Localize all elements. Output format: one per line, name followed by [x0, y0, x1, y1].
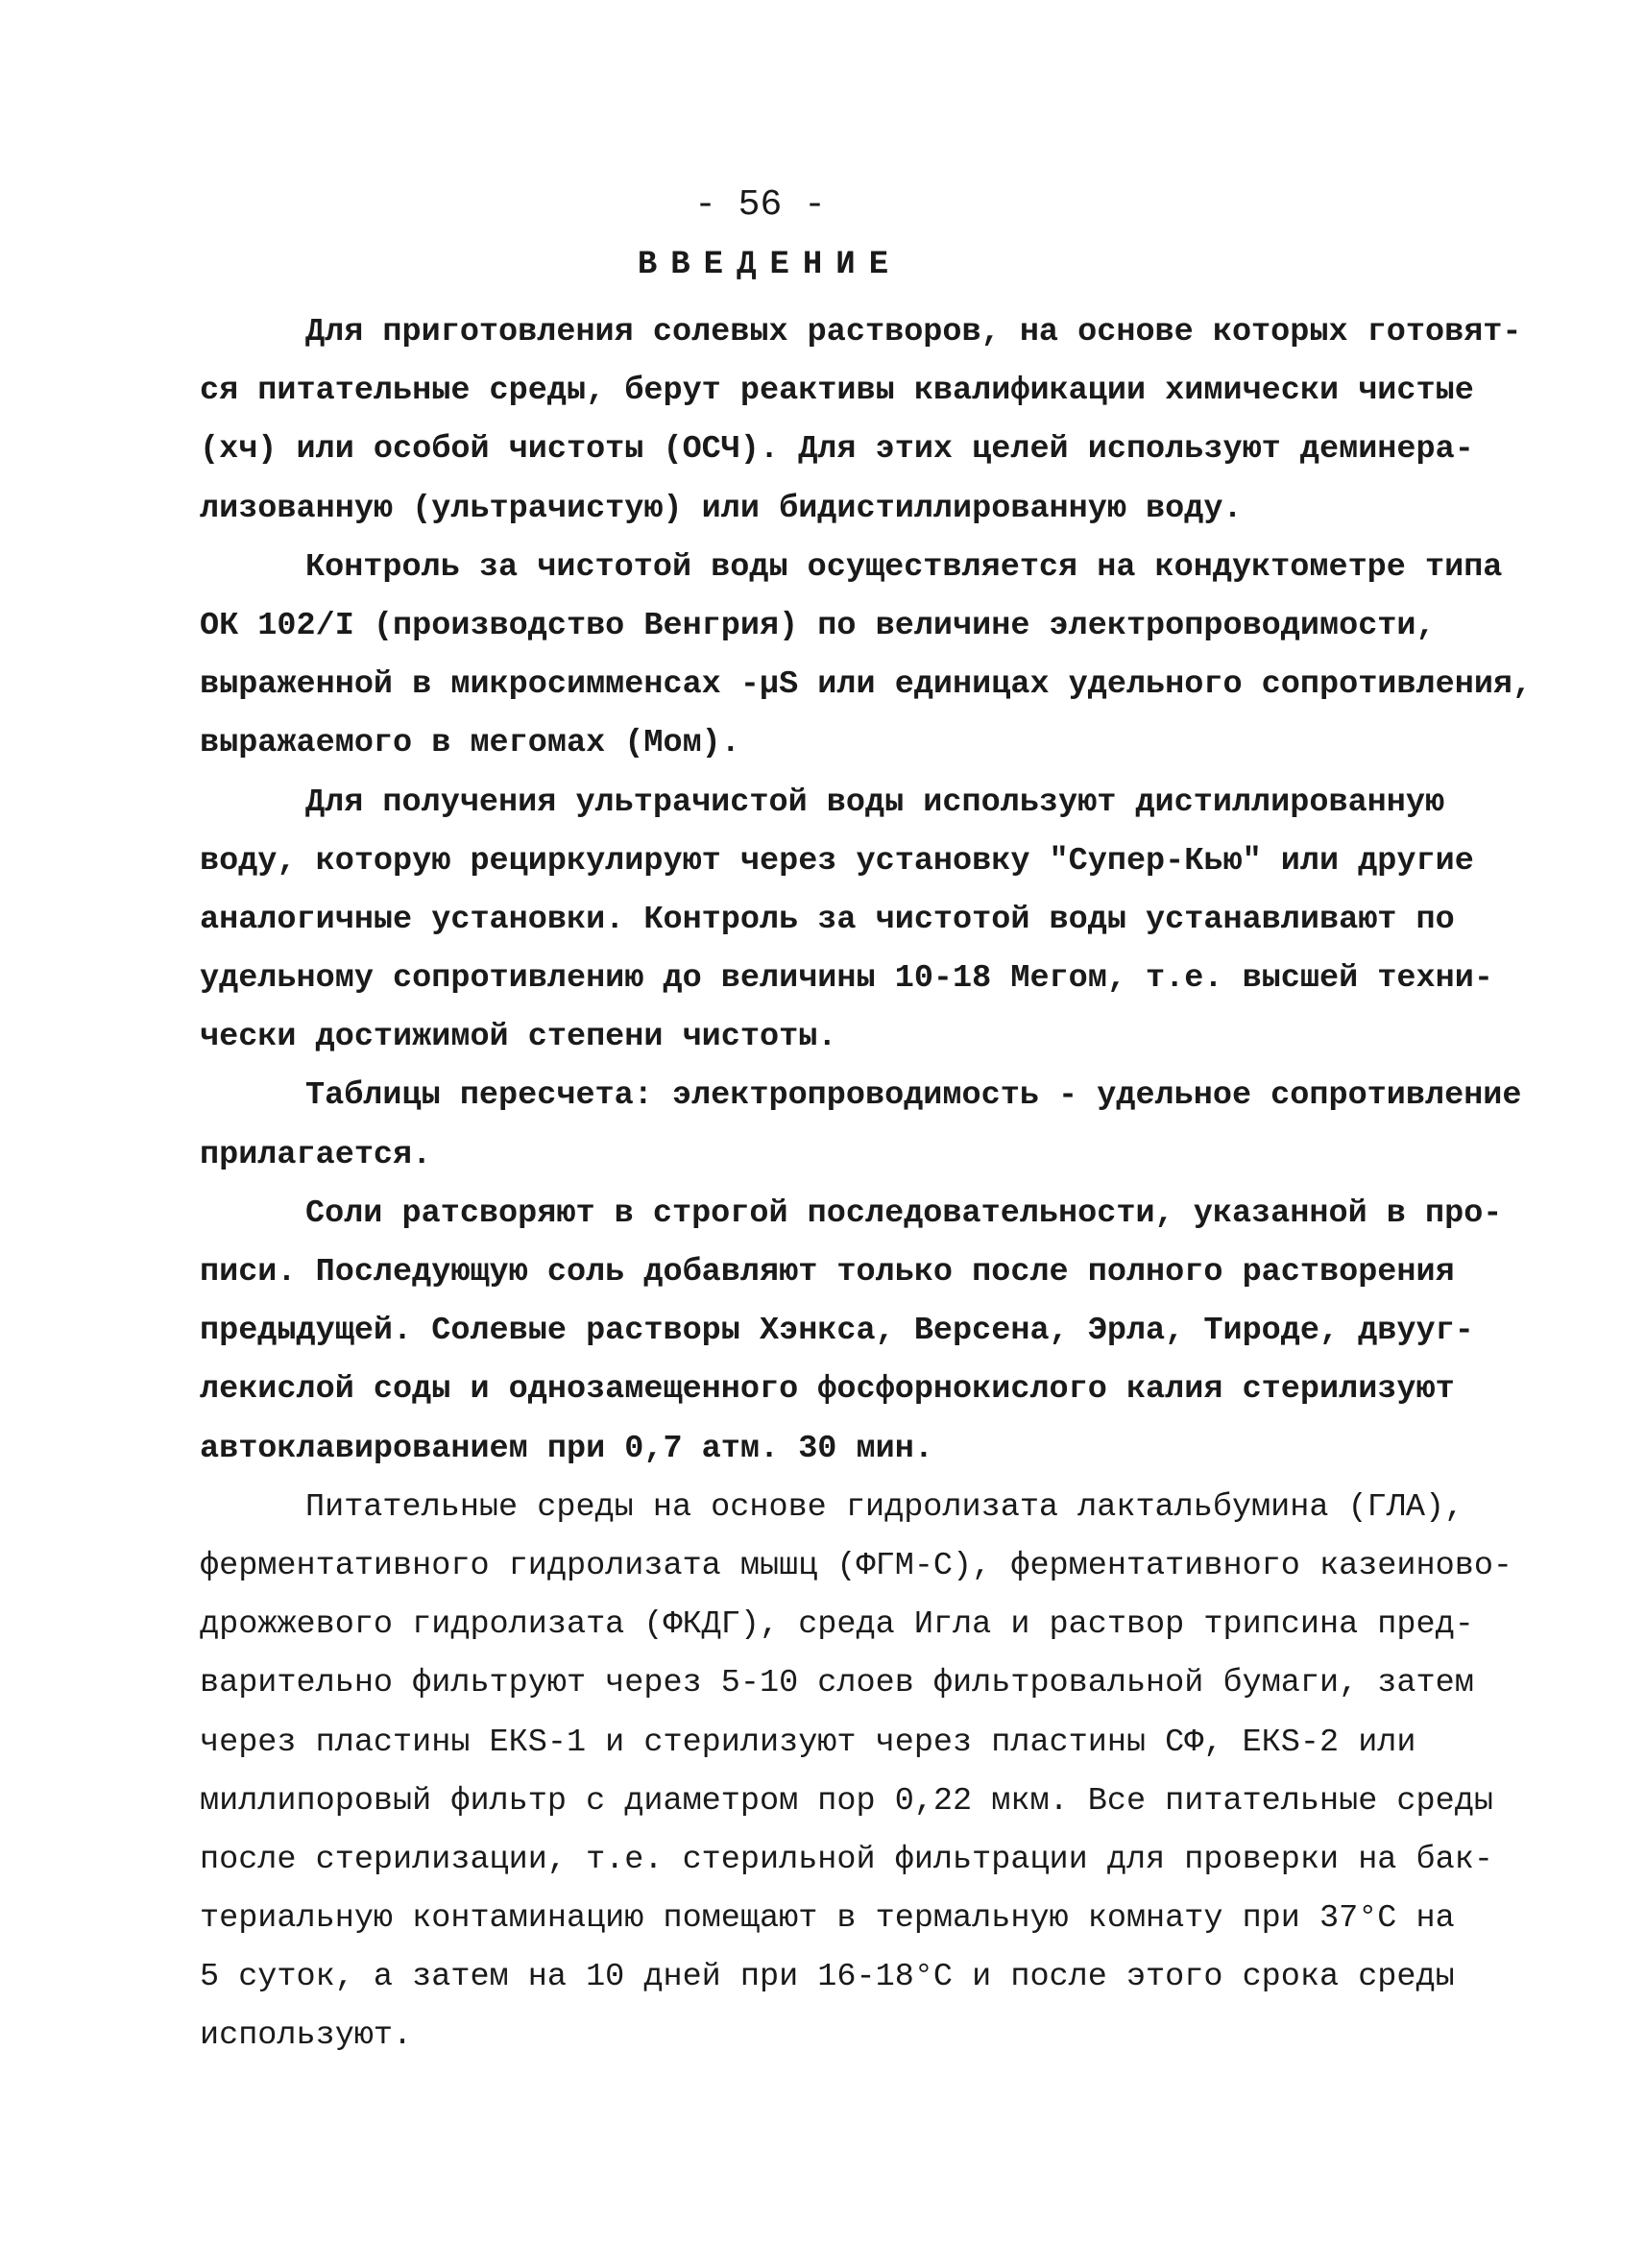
text-line: миллипоровый фильтр с диаметром пор 0,22 мкм. Все питательные среды [200, 1782, 1493, 1820]
text-line: писи. Последующую соль добавляют только после полного растворения [200, 1254, 1455, 1291]
section-heading: ВВЕДЕНИЕ [637, 247, 903, 283]
text-line: ферментативного гидролизата мышц (ФГМ-С), ферментативного казеиново- [200, 1547, 1513, 1584]
text-line: Таблицы пересчета: электропроводимость - удельное сопротивление [305, 1077, 1522, 1115]
text-line: прилагается. [200, 1136, 432, 1173]
text-line: удельному сопротивлению до величины 10-18 Мегом, т.е. высшей техни- [200, 960, 1493, 998]
text-line: Для получения ультрачистой воды используют дистиллированную [305, 784, 1445, 821]
body-text [200, 303, 1533, 2066]
text-line: Питательные среды на основе гидролизата лактальбумина (ГЛА), [305, 1488, 1464, 1526]
text-line: дрожжевого гидролизата (ФКДГ), среда Игла и раствор трипсина пред- [200, 1606, 1474, 1644]
page-number: - 56 - [694, 184, 826, 226]
text-line: Контроль за чистотой воды осуществляется на кондуктометре типа [305, 548, 1503, 586]
text-line: воду, которую рециркулируют через установку "Супер-Кью" или другие [200, 842, 1474, 880]
text-line: выраженной в микросимменсах -µS или единицах удельного сопротивления, [200, 666, 1533, 704]
text-line: териальную контаминацию помещают в термальную комнату при 37°С на [200, 1900, 1455, 1938]
text-line: 5 суток, а затем на 10 дней при 16-18°С и после этого срока среды [200, 1959, 1455, 1996]
paragraph [200, 539, 1533, 774]
text-line: после стерилизации, т.е. стерильной фильтрации для проверки на бак- [200, 1841, 1493, 1878]
paragraph [200, 774, 1493, 1068]
text-line: выражаемого в мегомах (Мом). [200, 725, 740, 762]
paragraph [200, 1479, 1513, 2066]
text-line: Для приготовления солевых растворов, на основе которых готовят- [305, 314, 1522, 350]
text-line: варительно фильтруют через 5-10 слоев фильтровальной бумаги, затем [200, 1665, 1474, 1702]
text-line: (хч) или особой чистоты (ОСЧ). Для этих целей используют деминера- [200, 431, 1474, 469]
text-line: Соли ратсворяют в строгой последовательности, указанной в про- [305, 1194, 1503, 1232]
text-line: лизованную (ультрачистую) или бидистиллированную воду. [200, 490, 1243, 527]
text-line: чески достижимой степени чистоты. [200, 1019, 837, 1056]
text-line: автоклавированием при 0,7 атм. 30 мин. [200, 1430, 933, 1467]
paragraph [200, 1067, 1522, 1184]
paragraph [200, 1185, 1503, 1479]
text-line: предыдущей. Солевые растворы Хэнкса, Версена, Эрла, Тироде, двууг- [200, 1313, 1474, 1350]
paragraph [200, 303, 1522, 539]
text-line: аналогичные установки. Контроль за чистотой воды устанавливают по [200, 901, 1455, 938]
text-line: через пластины ЕКS-1 и стерилизуют через пластины СФ, ЕКS-2 или [200, 1724, 1416, 1761]
text-line: ОК 102/I (производство Венгрия) по величине электропроводимости, [200, 607, 1436, 644]
text-line: лекислой соды и однозамещенного фосфорнокислого калия стерилизуют [200, 1371, 1455, 1409]
text-line: ся питательные среды, берут реактивы квалификации химически чистые [200, 373, 1474, 410]
text-line: используют. [200, 2017, 413, 2055]
